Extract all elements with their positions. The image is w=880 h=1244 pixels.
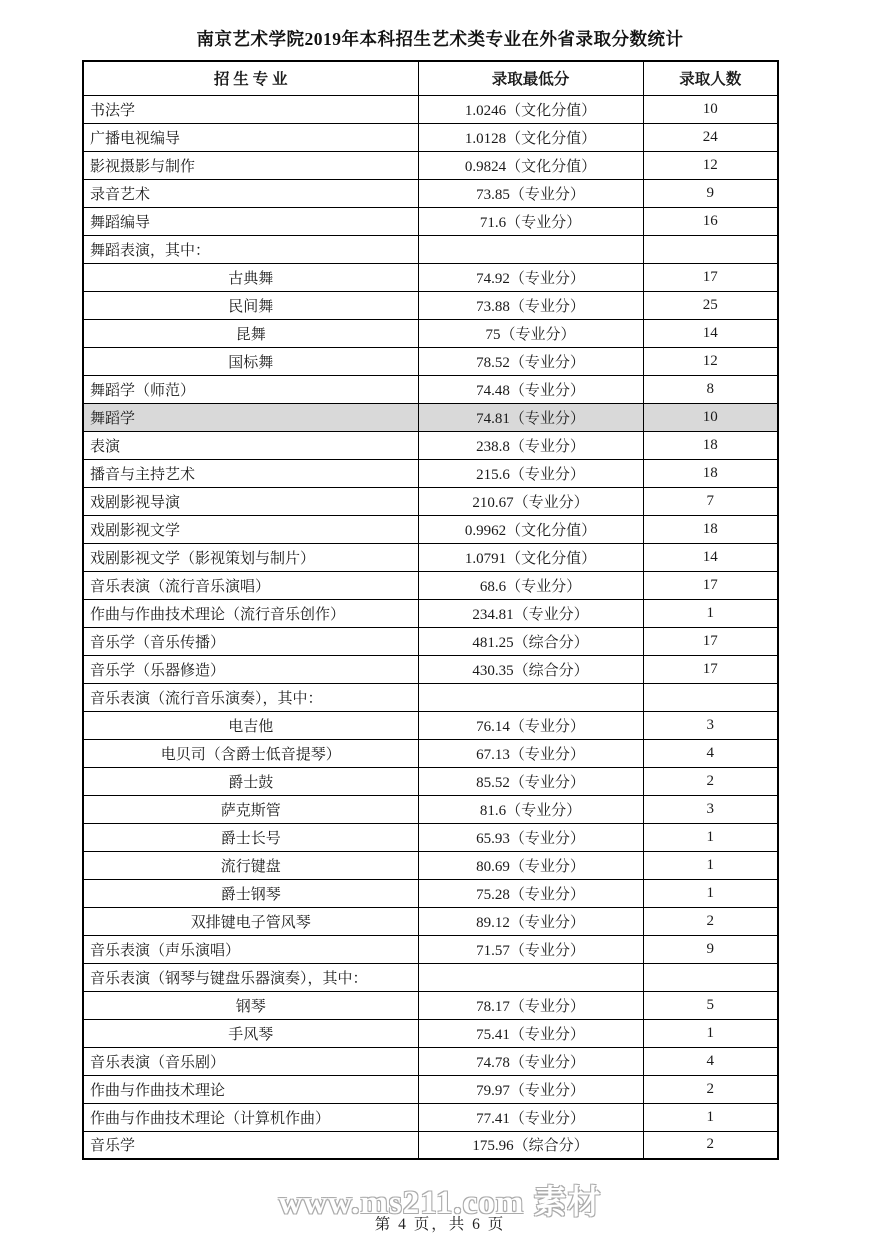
- table-row: [83, 963, 778, 991]
- count-cell: 18: [643, 459, 778, 487]
- major-cell: 舞蹈表演，其中：: [83, 235, 418, 263]
- major-cell: 作曲与作曲技术理论（流行音乐创作）: [83, 599, 418, 627]
- major-cell: 手风琴: [83, 1019, 418, 1047]
- count-cell: 1: [643, 823, 778, 851]
- table-row: [83, 235, 778, 263]
- major-cell: 爵士鼓: [83, 767, 418, 795]
- count-cell: 1: [643, 1103, 778, 1131]
- count-cell: 1: [643, 879, 778, 907]
- count-cell: 3: [643, 795, 778, 823]
- count-cell: 25: [643, 291, 778, 319]
- table-row: [83, 767, 778, 795]
- count-cell: 18: [643, 515, 778, 543]
- major-cell: 钢琴: [83, 991, 418, 1019]
- table-row: [83, 431, 778, 459]
- major-cell: 爵士钢琴: [83, 879, 418, 907]
- score-cell: 210.67（专业分）: [418, 487, 643, 515]
- table-row: [83, 403, 778, 431]
- score-cell: 481.25（综合分）: [418, 627, 643, 655]
- table-row: [83, 179, 778, 207]
- major-cell: 戏剧影视导演: [83, 487, 418, 515]
- table-row: [83, 1047, 778, 1075]
- major-cell: 音乐表演（流行音乐演唱）: [83, 571, 418, 599]
- major-cell: 表演: [83, 431, 418, 459]
- table-row: [83, 655, 778, 683]
- score-cell: 215.6（专业分）: [418, 459, 643, 487]
- major-cell: 古典舞: [83, 263, 418, 291]
- score-cell: 80.69（专业分）: [418, 851, 643, 879]
- major-cell: 戏剧影视文学（影视策划与制片）: [83, 543, 418, 571]
- score-cell: 78.52（专业分）: [418, 347, 643, 375]
- major-cell: 舞蹈编导: [83, 207, 418, 235]
- score-cell: 67.13（专业分）: [418, 739, 643, 767]
- score-cell: 175.96（综合分）: [418, 1131, 643, 1159]
- count-cell: 2: [643, 1131, 778, 1159]
- count-cell: 1: [643, 851, 778, 879]
- table-row: [83, 1131, 778, 1159]
- table-row: [83, 95, 778, 123]
- score-cell: 77.41（专业分）: [418, 1103, 643, 1131]
- score-cell: 430.35（综合分）: [418, 655, 643, 683]
- count-cell: 12: [643, 151, 778, 179]
- score-cell: 238.8（专业分）: [418, 431, 643, 459]
- major-cell: 书法学: [83, 95, 418, 123]
- score-cell: [418, 963, 643, 991]
- score-cell: 0.9824（文化分值）: [418, 151, 643, 179]
- score-cell: 74.48（专业分）: [418, 375, 643, 403]
- count-cell: 2: [643, 907, 778, 935]
- score-cell: 75（专业分）: [418, 319, 643, 347]
- score-cell: 78.17（专业分）: [418, 991, 643, 1019]
- table-row: [83, 907, 778, 935]
- table-body: [83, 95, 778, 1159]
- major-cell: 作曲与作曲技术理论（计算机作曲）: [83, 1103, 418, 1131]
- count-cell: [643, 683, 778, 711]
- table-row: [83, 263, 778, 291]
- header-min-score: 录取最低分: [418, 61, 643, 95]
- score-cell: 74.78（专业分）: [418, 1047, 643, 1075]
- score-cell: 89.12（专业分）: [418, 907, 643, 935]
- score-cell: 79.97（专业分）: [418, 1075, 643, 1103]
- count-cell: 18: [643, 431, 778, 459]
- count-cell: 10: [643, 403, 778, 431]
- score-cell: 75.28（专业分）: [418, 879, 643, 907]
- count-cell: 14: [643, 543, 778, 571]
- table-row: [83, 851, 778, 879]
- count-cell: 9: [643, 935, 778, 963]
- major-cell: 录音艺术: [83, 179, 418, 207]
- score-cell: 73.88（专业分）: [418, 291, 643, 319]
- table-row: [83, 543, 778, 571]
- major-cell: 萨克斯管: [83, 795, 418, 823]
- table-row: [83, 683, 778, 711]
- table-row: [83, 1019, 778, 1047]
- table-row: [83, 515, 778, 543]
- count-cell: 12: [643, 347, 778, 375]
- score-cell: 73.85（专业分）: [418, 179, 643, 207]
- score-cell: 71.57（专业分）: [418, 935, 643, 963]
- count-cell: 8: [643, 375, 778, 403]
- major-cell: 流行键盘: [83, 851, 418, 879]
- site-watermark: www.ms211.com 素材: [278, 1185, 602, 1221]
- table-row: [83, 1075, 778, 1103]
- table-row: [83, 1103, 778, 1131]
- score-cell: 1.0791（文化分值）: [418, 543, 643, 571]
- score-cell: [418, 235, 643, 263]
- count-cell: 3: [643, 711, 778, 739]
- count-cell: 17: [643, 571, 778, 599]
- major-cell: 舞蹈学: [83, 403, 418, 431]
- major-cell: 爵士长号: [83, 823, 418, 851]
- count-cell: 5: [643, 991, 778, 1019]
- major-cell: 音乐表演（音乐剧）: [83, 1047, 418, 1075]
- table-row: [83, 795, 778, 823]
- score-cell: 71.6（专业分）: [418, 207, 643, 235]
- table-row: [83, 879, 778, 907]
- count-cell: 10: [643, 95, 778, 123]
- score-cell: 234.81（专业分）: [418, 599, 643, 627]
- count-cell: 16: [643, 207, 778, 235]
- table-row: [83, 375, 778, 403]
- major-cell: 音乐学（音乐传播）: [83, 627, 418, 655]
- count-cell: 4: [643, 739, 778, 767]
- major-cell: 国标舞: [83, 347, 418, 375]
- major-cell: 音乐表演（流行音乐演奏），其中：: [83, 683, 418, 711]
- table-row: [83, 487, 778, 515]
- score-cell: 0.9962（文化分值）: [418, 515, 643, 543]
- table-row: [83, 991, 778, 1019]
- score-cell: 65.93（专业分）: [418, 823, 643, 851]
- score-cell: 74.92（专业分）: [418, 263, 643, 291]
- table-row: [83, 347, 778, 375]
- scores-table: [82, 60, 779, 1160]
- count-cell: 14: [643, 319, 778, 347]
- count-cell: 17: [643, 263, 778, 291]
- major-cell: 广播电视编导: [83, 123, 418, 151]
- score-cell: 1.0128（文化分值）: [418, 123, 643, 151]
- table-row: [83, 711, 778, 739]
- major-cell: 音乐表演（钢琴与键盘乐器演奏），其中：: [83, 963, 418, 991]
- count-cell: 2: [643, 767, 778, 795]
- header-admit-count: 录取人数: [643, 61, 778, 95]
- table-row: [83, 291, 778, 319]
- table-row: [83, 319, 778, 347]
- count-cell: 24: [643, 123, 778, 151]
- major-cell: 音乐学（乐器修造）: [83, 655, 418, 683]
- table-row: [83, 935, 778, 963]
- major-cell: 电贝司（含爵士低音提琴）: [83, 739, 418, 767]
- major-cell: 音乐学: [83, 1131, 418, 1159]
- count-cell: 1: [643, 1019, 778, 1047]
- major-cell: 作曲与作曲技术理论: [83, 1075, 418, 1103]
- count-cell: [643, 235, 778, 263]
- table-row: [83, 207, 778, 235]
- table-row: [83, 123, 778, 151]
- count-cell: 1: [643, 599, 778, 627]
- score-cell: 74.81（专业分）: [418, 403, 643, 431]
- table-row: [83, 459, 778, 487]
- table-row: [83, 599, 778, 627]
- major-cell: 戏剧影视文学: [83, 515, 418, 543]
- count-cell: [643, 963, 778, 991]
- score-cell: 85.52（专业分）: [418, 767, 643, 795]
- score-cell: [418, 683, 643, 711]
- table-row: [83, 571, 778, 599]
- table-row: [83, 823, 778, 851]
- table-row: [83, 627, 778, 655]
- major-cell: 双排键电子管风琴: [83, 907, 418, 935]
- count-cell: 7: [643, 487, 778, 515]
- score-cell: 81.6（专业分）: [418, 795, 643, 823]
- major-cell: 影视摄影与制作: [83, 151, 418, 179]
- page-number: 第 4 页，共 6 页: [374, 1216, 506, 1233]
- table-row: [83, 739, 778, 767]
- header-major: 招 生 专 业: [83, 61, 418, 95]
- count-cell: 17: [643, 655, 778, 683]
- count-cell: 17: [643, 627, 778, 655]
- major-cell: 播音与主持艺术: [83, 459, 418, 487]
- page-title: 南京艺术学院2019年本科招生艺术类专业在外省录取分数统计: [196, 29, 684, 49]
- count-cell: 2: [643, 1075, 778, 1103]
- count-cell: 9: [643, 179, 778, 207]
- score-cell: 75.41（专业分）: [418, 1019, 643, 1047]
- major-cell: 电吉他: [83, 711, 418, 739]
- score-cell: 1.0246（文化分值）: [418, 95, 643, 123]
- score-cell: 76.14（专业分）: [418, 711, 643, 739]
- table-header: [83, 61, 778, 95]
- count-cell: 4: [643, 1047, 778, 1075]
- major-cell: 昆舞: [83, 319, 418, 347]
- major-cell: 舞蹈学（师范）: [83, 375, 418, 403]
- major-cell: 音乐表演（声乐演唱）: [83, 935, 418, 963]
- table-row: [83, 151, 778, 179]
- major-cell: 民间舞: [83, 291, 418, 319]
- score-cell: 68.6（专业分）: [418, 571, 643, 599]
- header-row: [83, 61, 778, 95]
